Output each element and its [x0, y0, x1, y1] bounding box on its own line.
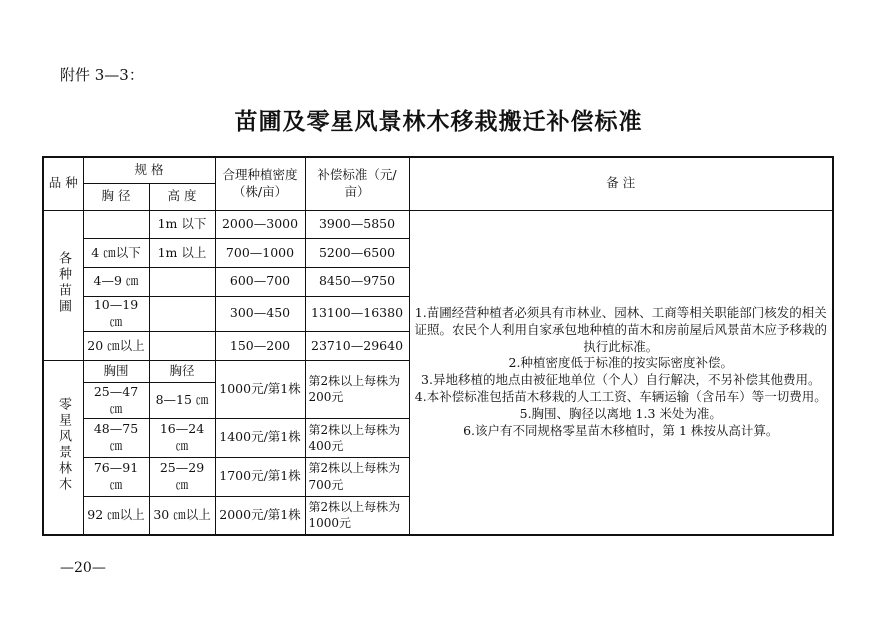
remark-item: 5.胸围、胸径以离地 1.3 米处为准。	[519, 406, 722, 422]
cell-diameter: 20 ㎝以上	[83, 332, 149, 361]
subheader-girth: 胸围	[83, 360, 149, 383]
cell-girth: 25—47 ㎝	[83, 383, 149, 419]
cell-diameter: 8—15 ㎝	[149, 383, 215, 419]
cell-standard: 3900—5850	[305, 210, 409, 239]
cell-diameter: 16—24 ㎝	[149, 418, 215, 457]
cell-height	[149, 332, 215, 361]
header-chest-diameter: 胸 径	[83, 184, 149, 211]
cell-standard: 5200—6500	[305, 239, 409, 268]
cell-density: 600—700	[215, 267, 305, 296]
cell-first-tree: 1400元/第1株	[215, 418, 305, 457]
cell-additional-tree: 第2株以上每株为200元	[305, 360, 409, 418]
header-density: 合理种植密度（株/亩）	[215, 157, 305, 210]
cell-density: 300—450	[215, 296, 305, 332]
compensation-table	[42, 156, 834, 536]
cell-first-tree: 1000元/第1株	[215, 360, 305, 418]
cell-diameter: 30 ㎝以上	[149, 496, 215, 535]
cell-density: 150—200	[215, 332, 305, 361]
category-scenic-trees: 零星风景林木	[43, 360, 83, 535]
cell-height	[149, 296, 215, 332]
attachment-label: 附件 3—3：	[60, 66, 144, 84]
header-remark: 备 注	[409, 157, 833, 210]
table-row	[43, 210, 833, 239]
cell-additional-tree: 第2株以上每株为700元	[305, 457, 409, 496]
cell-girth: 92 ㎝以上	[83, 496, 149, 535]
header-variety: 品 种	[43, 157, 83, 210]
cell-first-tree: 2000元/第1株	[215, 496, 305, 535]
header-spec: 规 格	[83, 157, 215, 184]
cell-height	[149, 267, 215, 296]
page-number: —20—	[60, 560, 106, 576]
page-title: 苗圃及零星风景林木移栽搬迁补偿标准	[234, 109, 643, 135]
cell-girth: 48—75 ㎝	[83, 418, 149, 457]
remark-item: 4.本补偿标准包括苗木移栽的人工工资、车辆运输（含吊车）等一切费用。	[414, 389, 827, 405]
cell-diameter	[83, 210, 149, 239]
cell-standard: 23710—29640	[305, 332, 409, 361]
cell-height: 1m 以下	[149, 210, 215, 239]
header-standard: 补偿标准（元/亩）	[305, 157, 409, 210]
cell-standard: 8450—9750	[305, 267, 409, 296]
cell-additional-tree: 第2株以上每株为400元	[305, 418, 409, 457]
category-nursery: 各种苗圃	[43, 210, 83, 360]
remark-item: 2.种植密度低于标准的按实际密度补偿。	[508, 355, 733, 371]
remark-item: 1.苗圃经营种植者必须具有市林业、园林、工商等相关职能部门核发的相关证照。农民个人利用自家承包地种植的苗木和房前屋后风景苗木应予移栽的执行此标准。	[414, 304, 828, 354]
cell-height: 1m 以上	[149, 239, 215, 268]
cell-standard: 13100—16380	[305, 296, 409, 332]
remark-item: 3.异地移植的地点由被征地单位（个人）自行解决，不另补偿其他费用。	[421, 372, 821, 388]
cell-girth: 76—91 ㎝	[83, 457, 149, 496]
remarks-cell	[409, 210, 833, 535]
header-height: 高 度	[149, 184, 215, 211]
cell-density: 700—1000	[215, 239, 305, 268]
cell-diameter: 25—29 ㎝	[149, 457, 215, 496]
remark-item: 6.该户有不同规格零星苗木移植时，第 1 株按从高计算。	[463, 422, 779, 438]
cell-diameter: 10—19 ㎝	[83, 296, 149, 332]
cell-density: 2000—3000	[215, 210, 305, 239]
cell-diameter: 4 ㎝以下	[83, 239, 149, 268]
subheader-diameter: 胸径	[149, 360, 215, 383]
cell-diameter: 4—9 ㎝	[83, 267, 149, 296]
cell-first-tree: 1700元/第1株	[215, 457, 305, 496]
cell-additional-tree: 第2株以上每株为1000元	[305, 496, 409, 535]
